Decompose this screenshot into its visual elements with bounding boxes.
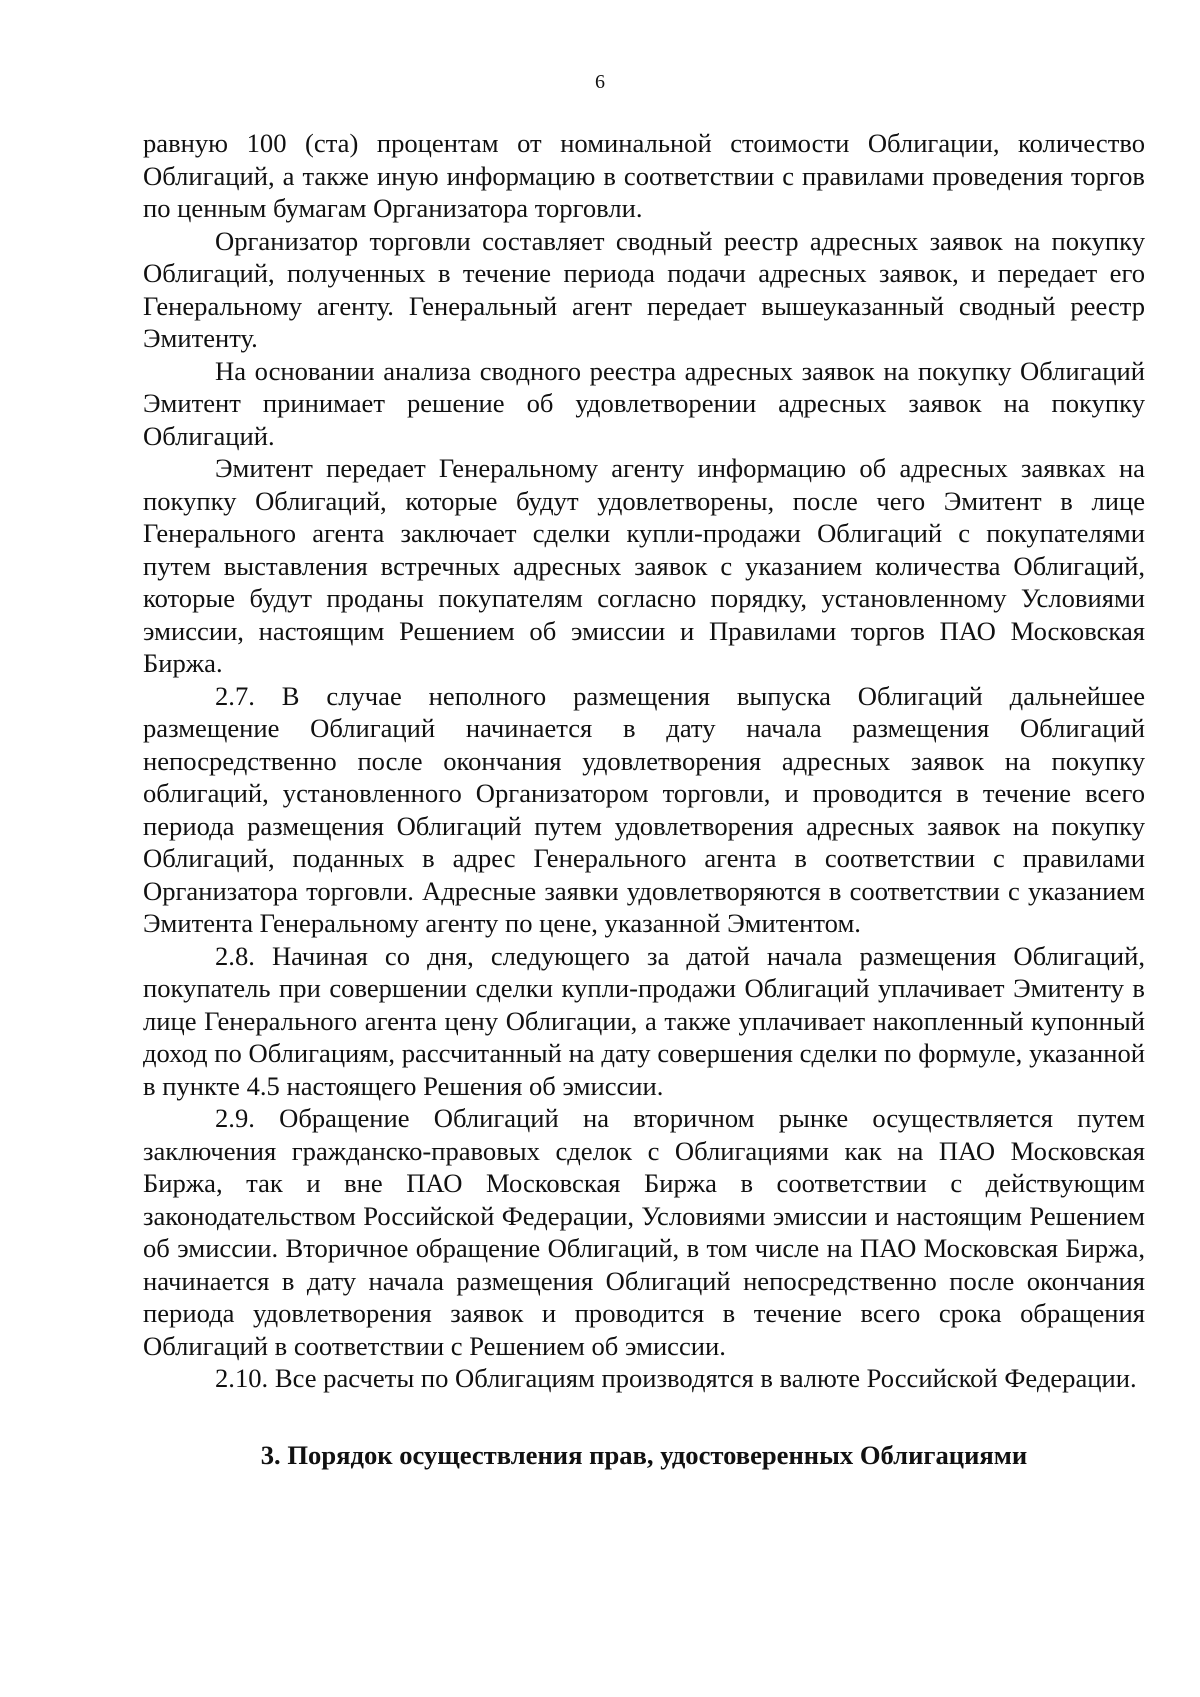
section-heading: 3. Порядок осуществления прав, удостоверенных Облигациями: [260, 1439, 1028, 1470]
paragraph-deals: Эмитент передает Генеральному агенту информацию об адресных заявках на покупку Облигаций, которые будут удовлетворены, после чего Эмитент в лице Генерального агента заключает сделки купли-продажи Облигаций с покупателями путем выставления встречных адресных заявок с указанием количества Облигаций, которые будут проданы покупателям согласно порядку, установленному Условиями эмиссии, настоящим Решением об эмиссии и Правилами торгов ПАО Московская Биржа.: [143, 453, 1145, 678]
paragraph-2-7: 2.7. В случае неполного размещения выпуска Облигаций дальнейшее размещение Облигаций начинается в дату начала размещения Облигаций непосредственно после окончания удовлетворения адресных заявок на покупку облигаций, установленного Организатором торговли, и проводится в течение всего периода размещения Облигаций путем удовлетворения адресных заявок на покупку Облигаций, поданных в адрес Генерального агента в соответствии с правилами Организатора торговли. Адресные заявки удовлетворяются в соответствии с указанием Эмитента Генеральному агенту по цене, указанной Эмитентом.: [143, 680, 1145, 938]
paragraph-2-9: 2.9. Обращение Облигаций на вторичном рынке осуществляется путем заключения гражданско-правовых сделок с Облигациями как на ПАО Московская Биржа, так и вне ПАО Московская Биржа в соответствии с действующим законодательством Российской Федерации, Условиями эмиссии и настоящим Решением об эмиссии. Вторичное обращение Облигаций, в том числе на ПАО Московская Биржа, начинается в дату начала размещения Облигаций непосредственно после окончания периода удовлетворения заявок и проводится в течение всего срока обращения Облигаций в соответствии с Решением об эмиссии.: [143, 1103, 1145, 1361]
paragraph-registry: Организатор торговли составляет сводный реестр адресных заявок на покупку Облигаций, полученных в течение периода подачи адресных заявок, и передает его Генеральному агенту. Генеральный агент передает вышеуказанный сводный реестр Эмитенту.: [143, 225, 1145, 353]
paragraph-decision: На основании анализа сводного реестра адресных заявок на покупку Облигаций Эмитент принимает решение об удовлетворении адресных заявок на покупку Облигаций.: [143, 355, 1145, 451]
paragraph-continuation: равную 100 (ста) процентам от номинальной стоимости Облигации, количество Облигаций, а также иную информацию в соответствии с правилами проведения торгов по ценным бумагам Организатора торговли.: [143, 128, 1145, 223]
page-number: 6: [595, 71, 605, 93]
document-body: [143, 127, 1145, 1471]
paragraph-2-8: 2.8. Начиная со дня, следующего за датой начала размещения Облигаций, покупатель при совершении сделки купли-продажи Облигаций уплачивает Эмитенту в лице Генерального агента цену Облигации, а также уплачивает накопленный купонный доход по Облигациям, рассчитанный на дату совершения сделки по формуле, указанной в пункте 4.5 настоящего Решения об эмиссии.: [143, 940, 1145, 1101]
paragraph-2-10: 2.10. Все расчеты по Облигациям производятся в валюте Российской Федерации.: [215, 1363, 1137, 1393]
